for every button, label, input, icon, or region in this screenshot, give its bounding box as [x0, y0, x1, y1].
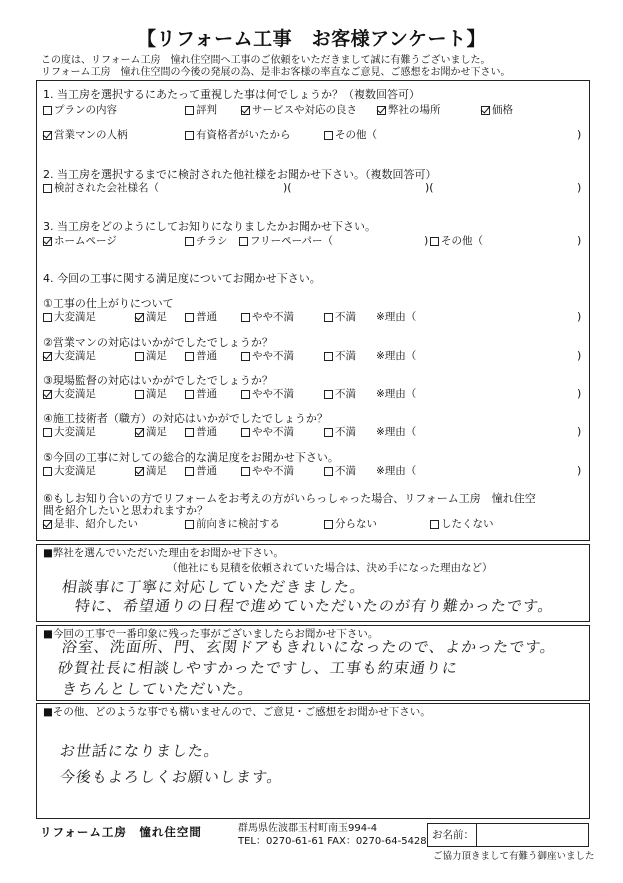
- option-label: やや不満: [252, 350, 294, 362]
- reason-answer-line-1[interactable]: 相談事に丁寧に対応していただきました。: [60, 578, 368, 596]
- checkbox-checked[interactable]: [43, 237, 52, 246]
- option-label: 検討された会社様名（: [54, 182, 159, 194]
- reason-field[interactable]: ※理由（: [376, 388, 417, 400]
- intro-line-1: この度は、リフォーム工房 憧れ住空間へ工事のご依頼をいただきまして誠に有難うございました。: [41, 55, 491, 66]
- paren-close: ): [577, 464, 582, 477]
- satisfaction-option[interactable]: [324, 311, 356, 324]
- q1-option-reputation[interactable]: [185, 104, 217, 117]
- option-label: 大変満足: [54, 350, 96, 362]
- satisfaction-option[interactable]: [185, 388, 217, 401]
- paren-close: ): [577, 310, 582, 323]
- option-label: 弊社の場所: [388, 104, 441, 116]
- paren-close: ): [577, 234, 582, 247]
- option-label: フリーペーパー（: [250, 235, 334, 247]
- comment-heading: ■その他、どのような事でも構いませんので、ご意見・ご感想をお聞かせ下さい。: [43, 706, 431, 718]
- option-label: 営業マンの人柄: [54, 129, 128, 141]
- q1-option-service[interactable]: [241, 104, 357, 117]
- checkbox[interactable]: [241, 467, 250, 476]
- comment-answer-line-2[interactable]: 今後もよろしくお願いします。: [58, 768, 285, 786]
- company-address: 群馬県佐波郡玉村町南玉994-4: [238, 823, 378, 834]
- option-label: 不満: [335, 465, 356, 477]
- option-label: その他（: [335, 129, 377, 141]
- comment-answer-line-1[interactable]: お世話になりました。: [58, 742, 222, 760]
- satisfaction-option[interactable]: [43, 388, 96, 401]
- option-label: 普通: [196, 311, 217, 323]
- impression-heading: ■今回の工事で一番印象に残った事がございましたらお聞かせ下さい。: [43, 628, 379, 640]
- checkbox-checked[interactable]: [377, 106, 386, 115]
- option-label: 満足: [146, 388, 167, 400]
- q3-option-flyer[interactable]: [185, 235, 228, 248]
- option-label: プランの内容: [54, 104, 117, 116]
- satisfaction-option[interactable]: [324, 388, 356, 401]
- option-label: したくない: [441, 518, 494, 530]
- reason-subheading: （他社にも見積を依頼されていた場合は、決め手になった理由など）: [167, 561, 493, 574]
- question-6-line-1: ⑥もしお知り合いの方でリフォームをお考えの方がいらっしゃった場合、リフォーム工房 憧れ住空: [43, 492, 536, 505]
- q1-option-plan[interactable]: [43, 104, 117, 117]
- checkbox[interactable]: [324, 313, 333, 322]
- checkbox[interactable]: [239, 237, 248, 246]
- checkbox[interactable]: [43, 313, 52, 322]
- reason-heading: ■弊社を選んでいただいた理由をお聞かせ下さい。: [43, 547, 284, 559]
- option-label: やや不満: [252, 426, 294, 438]
- thanks-text: ご協力頂きまして有難う御座いました: [433, 851, 595, 862]
- satisfaction-option[interactable]: [185, 465, 217, 478]
- option-label: 有資格者がいたから: [196, 129, 291, 141]
- option-label: 不満: [335, 350, 356, 362]
- option-label: 大変満足: [54, 426, 96, 438]
- satisfaction-option[interactable]: [135, 311, 167, 324]
- option-label: 是非、紹介したい: [54, 518, 138, 530]
- satisfaction-option[interactable]: [324, 426, 356, 439]
- checkbox-checked[interactable]: [43, 390, 52, 399]
- option-label: やや不満: [252, 465, 294, 477]
- q1-option-location[interactable]: [377, 104, 441, 117]
- satisfaction-option[interactable]: [241, 311, 294, 324]
- option-label: 満足: [146, 465, 167, 477]
- name-field[interactable]: [427, 823, 589, 847]
- option-label: 普通: [196, 350, 217, 362]
- checkbox[interactable]: [135, 390, 144, 399]
- satisfaction-option[interactable]: [185, 426, 217, 439]
- question-2: 2. 当工房を選択するまでに検討された他社様をお聞かせ下さい。（複数回答可）: [43, 168, 437, 181]
- q3-option-other[interactable]: [430, 235, 483, 248]
- impression-answer-line-3[interactable]: きちんとしていただいた。: [60, 680, 256, 698]
- checkbox[interactable]: [324, 520, 333, 529]
- option-label: 普通: [196, 388, 217, 400]
- checkbox[interactable]: [324, 131, 333, 140]
- satisfaction-question: ④施工技術者（職方）の対応はいかがでしたでしょうか？: [43, 412, 328, 425]
- checkbox[interactable]: [43, 467, 52, 476]
- paren-close: ): [577, 425, 582, 438]
- option-label: サービスや対応の良さ: [252, 104, 357, 116]
- question-frame: [36, 80, 590, 541]
- checkbox-checked[interactable]: [135, 313, 144, 322]
- checkbox[interactable]: [185, 390, 194, 399]
- satisfaction-option[interactable]: [185, 311, 217, 324]
- option-label: 不満: [335, 388, 356, 400]
- satisfaction-question: ③現場監督の対応はいかがでしたでしょうか？: [43, 374, 273, 387]
- checkbox-checked[interactable]: [43, 131, 52, 140]
- q2-option-companies[interactable]: [43, 182, 159, 195]
- satisfaction-option[interactable]: [324, 350, 356, 363]
- checkbox[interactable]: [241, 352, 250, 361]
- option-label: その他（: [441, 235, 483, 247]
- option-label: 大変満足: [54, 311, 96, 323]
- option-label: 普通: [196, 426, 217, 438]
- paren-close: ): [577, 181, 582, 194]
- survey-title: 【リフォーム工事 お客様アンケート】: [137, 28, 486, 50]
- paren-close: ): [577, 387, 582, 400]
- checkbox[interactable]: [241, 428, 250, 437]
- question-4: 4. 今回の工事に関する満足度についてお聞かせ下さい。: [43, 272, 321, 285]
- name-label: お名前：: [432, 829, 474, 841]
- question-6-line-2: 間を紹介したいと思われますか？: [43, 504, 208, 517]
- paren-close: )(: [425, 181, 434, 194]
- q3-option-freepaper[interactable]: [239, 235, 333, 248]
- paren-close: ): [577, 128, 582, 141]
- company-name: リフォーム工房 憧れ住空間: [40, 825, 202, 839]
- reason-answer-line-2[interactable]: 特に、希望通りの日程で進めていただいたのが有り難かったです。: [73, 597, 556, 615]
- satisfaction-option[interactable]: [241, 350, 294, 363]
- option-label: やや不満: [252, 388, 294, 400]
- satisfaction-option[interactable]: [135, 465, 167, 478]
- checkbox[interactable]: [324, 467, 333, 476]
- satisfaction-option[interactable]: [135, 388, 167, 401]
- satisfaction-option[interactable]: [135, 350, 167, 363]
- q6-option-consider[interactable]: [185, 518, 280, 531]
- satisfaction-option[interactable]: [241, 426, 294, 439]
- checkbox-checked[interactable]: [43, 520, 52, 529]
- option-label: 不満: [335, 311, 356, 323]
- paren-close: ): [577, 349, 582, 362]
- satisfaction-option[interactable]: [43, 426, 96, 439]
- satisfaction-option[interactable]: [43, 465, 96, 478]
- checkbox[interactable]: [185, 520, 194, 529]
- question-1: 1. 当工房を選択するにあたって重視した事は何でしょうか？（複数回答可）: [43, 88, 420, 101]
- checkbox-checked[interactable]: [43, 352, 52, 361]
- satisfaction-question: ⑤今回の工事に対しての総合的な満足度をお聞かせ下さい。: [43, 451, 339, 464]
- checkbox[interactable]: [185, 467, 194, 476]
- checkbox[interactable]: [185, 131, 194, 140]
- checkbox-checked[interactable]: [135, 467, 144, 476]
- checkbox[interactable]: [324, 352, 333, 361]
- satisfaction-question: ①工事の仕上がりについて: [43, 297, 174, 310]
- checkbox[interactable]: [185, 106, 194, 115]
- option-label: 大変満足: [54, 388, 96, 400]
- checkbox[interactable]: [43, 428, 52, 437]
- satisfaction-question: ②営業マンの対応はいかがでしたでしょうか？: [43, 336, 273, 349]
- option-label: 前向きに検討する: [196, 518, 280, 530]
- option-label: 分らない: [335, 518, 377, 530]
- impression-answer-line-2[interactable]: 砂賀社長に相談しやすかったですし、工事も約束通りに: [56, 659, 460, 677]
- option-label: やや不満: [252, 311, 294, 323]
- checkbox[interactable]: [430, 520, 439, 529]
- option-label: 普通: [196, 465, 217, 477]
- paren-close: )(: [283, 181, 292, 194]
- checkbox[interactable]: [241, 390, 250, 399]
- comment-section: [36, 703, 590, 819]
- option-label: 評判: [196, 104, 217, 116]
- paren-close: ): [424, 234, 429, 247]
- checkbox[interactable]: [135, 352, 144, 361]
- checkbox[interactable]: [185, 428, 194, 437]
- checkbox[interactable]: [43, 106, 52, 115]
- q1-option-price[interactable]: [481, 104, 513, 117]
- q6-option-unknown[interactable]: [324, 518, 377, 531]
- q3-option-homepage[interactable]: [43, 235, 117, 248]
- checkbox-checked[interactable]: [135, 428, 144, 437]
- company-phone-fax: TEL：0270-61-61 FAX：0270-64-5428: [238, 836, 427, 847]
- impression-answer-line-1[interactable]: 浴室、洗面所、門、玄関ドアもきれいになったので、よかったです。: [60, 638, 558, 656]
- reason-field[interactable]: ※理由（: [376, 426, 417, 438]
- q1-option-qualified[interactable]: [185, 129, 291, 142]
- option-label: 大変満足: [54, 465, 96, 477]
- checkbox[interactable]: [324, 390, 333, 399]
- q6-option-no[interactable]: [430, 518, 494, 531]
- checkbox[interactable]: [324, 428, 333, 437]
- satisfaction-option[interactable]: [43, 311, 96, 324]
- q1-option-other[interactable]: [324, 129, 377, 142]
- satisfaction-option[interactable]: [241, 465, 294, 478]
- checkbox[interactable]: [430, 237, 439, 246]
- option-label: 満足: [146, 426, 167, 438]
- q1-option-salesman[interactable]: [43, 129, 128, 142]
- checkbox-checked[interactable]: [481, 106, 490, 115]
- option-label: 価格: [492, 104, 513, 116]
- option-label: 満足: [146, 311, 167, 323]
- checkbox[interactable]: [241, 313, 250, 322]
- option-label: 満足: [146, 350, 167, 362]
- checkbox[interactable]: [43, 184, 52, 193]
- satisfaction-option[interactable]: [135, 426, 167, 439]
- option-label: 不満: [335, 426, 356, 438]
- option-label: ホームページ: [54, 235, 117, 247]
- checkbox[interactable]: [185, 352, 194, 361]
- reason-field[interactable]: ※理由（: [376, 350, 417, 362]
- divider: [476, 824, 477, 846]
- checkbox[interactable]: [185, 237, 194, 246]
- satisfaction-option[interactable]: [241, 388, 294, 401]
- satisfaction-option[interactable]: [185, 350, 217, 363]
- reason-field[interactable]: ※理由（: [376, 465, 417, 477]
- option-label: チラシ: [196, 235, 228, 247]
- checkbox[interactable]: [185, 313, 194, 322]
- question-3: 3. 当工房をどのようにしてお知りになりましたかお聞かせ下さい。: [43, 220, 376, 233]
- reason-field[interactable]: ※理由（: [376, 311, 417, 323]
- q6-option-recommend[interactable]: [43, 518, 138, 531]
- satisfaction-option[interactable]: [324, 465, 356, 478]
- intro-line-2: リフォーム工房 憧れ住空間の今後の発展の為、是非お客様の率直なご意見、ご感想をお聞かせ下さい。: [41, 67, 511, 78]
- satisfaction-option[interactable]: [43, 350, 96, 363]
- checkbox-checked[interactable]: [241, 106, 250, 115]
